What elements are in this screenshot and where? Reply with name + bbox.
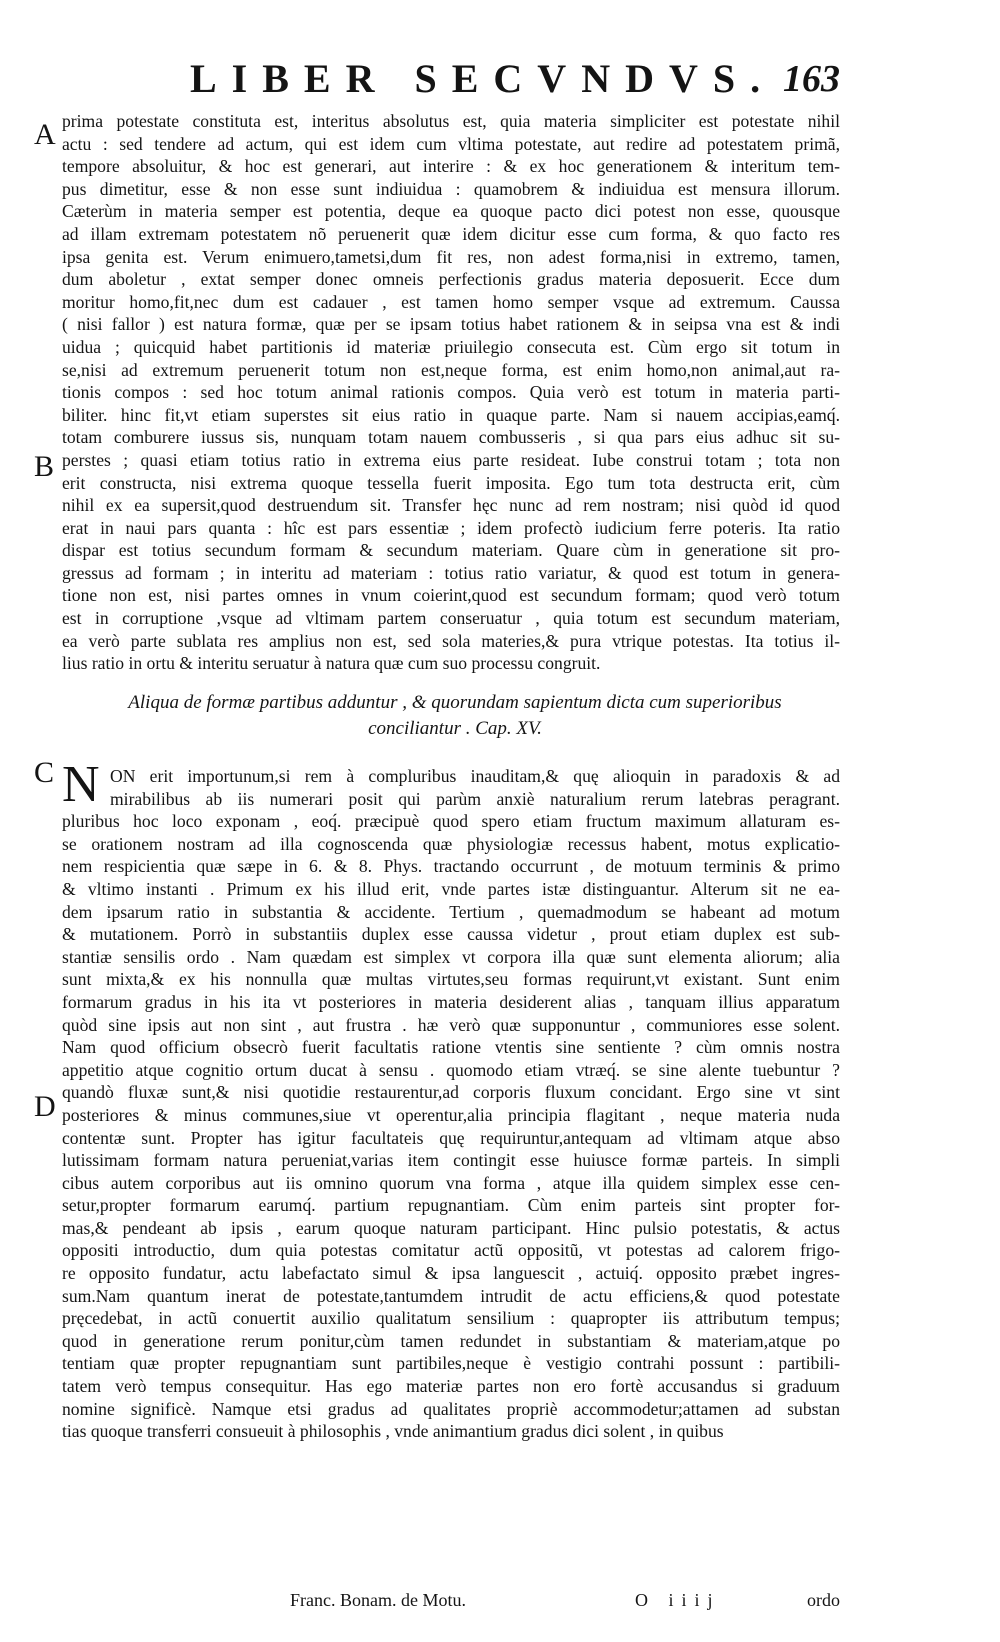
text-line: se orationem nostram ad illa cognoscenda quæ physiologiæ recessus habent, motus explicatio- — [62, 833, 840, 854]
text-line: perstes ; quasi etiam totius ratio in extrema eius parte resideat. Iube construi totam ; tota non — [62, 449, 840, 470]
text-line: moritur homo,fit,nec dum est cadauer , est tamen homo semper vsque ad extremum. Caussa — [62, 291, 840, 312]
text-line: actu : sed tendere ad actum, qui est idem cum vltima potestate, aut redire ad potestatem primã, — [62, 133, 840, 154]
margin-letter-b: B — [34, 450, 55, 483]
running-header — [190, 55, 840, 105]
text-line: ipsa genita est. Verum enimuero,tametsi,dum fit res, non adest forma,nisi in extremo, tamen, — [62, 246, 840, 267]
text-line: contentæ sunt. Propter has igitur facultateis quę requiruntur,antequam ad vltimam atque abso — [62, 1127, 840, 1148]
running-title: LIBER SECVNDVS. — [190, 56, 776, 101]
chapter-heading-line-2: conciliantur . Cap. XV. — [368, 718, 542, 739]
drop-cap: N — [62, 756, 100, 813]
text-line: pręcedebat, in actũ conuertit auxilio qualitatum sensilium : quapropter iis attributum tempus; — [62, 1308, 840, 1329]
text-line: uidua ; quicquid habet partitionis id materiæ priuilegio consecuta est. Cùm ergo sit totum in — [62, 336, 840, 357]
text-line: biliter. hinc fit,vt etiam superstes sit eius ratio in quaque parte. Nam si nauem accipias,eamq́. — [62, 404, 840, 425]
catchword: ordo — [807, 1590, 840, 1610]
text-line: cibus autem corporibus aut iis omnino quorum vna forma , atque illa quidem simplex esse cen- — [62, 1172, 840, 1193]
text-line: nihil ex ea supersit,quod destruendum sit. Transfer hęc nunc ad rem nostram; nisi quòd id quod — [62, 495, 840, 516]
text-line: lius ratio in ortu & interitu seruatur à natura quæ cum suo processu congruit. — [62, 653, 601, 674]
text-line: erit constructa, nisi extrema quoque tessella fuerit imposita. Ego tum tota destructa erit, cùm — [62, 472, 840, 493]
text-line: dispar est totius secundum formam & secundum materiam. Quare cùm in generatione sit pro- — [62, 540, 840, 561]
text-line: tatem verò tempus consequitur. Has ego materiæ partes non ero fortè accusandus si graduum — [62, 1376, 840, 1397]
text-line: setur,propter formarum earumq́. partium repugnantiam. Cùm enim parteis sint propter for- — [62, 1195, 840, 1216]
text-line: est in corruptione ,vsque ad vltimam partem conseruatur , quia totum est secundum materiam, — [62, 608, 840, 629]
text-line: nomine significè. Namque etsi gradus ad qualitates propriè accommodetur;attamen ad substan — [62, 1398, 840, 1419]
text-line: pluribus hoc loco exponam , eoq́. præcipuè quod spero etiam fructum maximum allaturam es- — [62, 811, 840, 832]
text-line: formarum gradus in his ita vt posteriores in materia desiderent alias , tanquam illius apparatum — [62, 991, 840, 1012]
text-line: appetitio atque cognitio ortum ducat à sensu . quomodo etiam vtræq́. se sine alente tuebuntur ? — [62, 1059, 840, 1080]
margin-letter-d: D — [34, 1090, 56, 1123]
text-line: re opposito fundatur, actu labefactato simul & ipsa languescit , actuiq́. opposito præbet ingres- — [62, 1263, 840, 1284]
text-line: quòd sine ipsis aut non sint , aut frustra . hæ verò quæ supponuntur , communiores esse solent. — [62, 1014, 840, 1035]
footer-signature: Franc. Bonam. de Motu. — [290, 1590, 466, 1610]
signature-mark: O iiij — [635, 1590, 721, 1610]
paragraph-1 — [62, 110, 840, 675]
text-line: mas,& pendeant ab ipsis , earum quoque naturam participant. Hinc pulsio potestatis, & actus — [62, 1217, 840, 1238]
text-line: dum aboletur , extat semper donec omneis perfectionis gradus materia deposuerit. Ecce dum — [62, 269, 840, 290]
text-line: Cæterùm in materia semper est potentia, deque ea quoque pacto dici potest non esse, quousque — [62, 201, 840, 222]
text-line: tione non est, nisi partes omnes in vnum coierint,quod est secundum formam; quod verò totum — [62, 585, 840, 606]
text-line: & mutationem. Porrò in substantiis duplex esse caussa videtur , prout etiam duplex est sub- — [62, 924, 840, 945]
page-number: 163 — [783, 58, 840, 100]
text-line: erat in naui pars quanta : hîc est pars essentiæ ; idem profectò iudicium ferre poteris. Ita ratio — [62, 517, 840, 538]
text-line: tempore absoluitur, & hoc est generari, aut interire : & ex hoc generationem & interitum tem- — [62, 156, 840, 177]
text-line: lutissimam formam natura perueniat,varias item contingit esse huiusce formæ parteis. In simpli — [62, 1150, 840, 1171]
text-line: mirabilibus ab iis numerari posit qui parùm anxiè naturalium rerum latebras peragrant. — [110, 788, 840, 809]
text-line: quod in generatione rerum ponitur,cùm tamen redundet in substantiam & materiam,atque po — [62, 1330, 840, 1351]
text-line: se,nisi ad extremum peruenerit totum non est,neque forma, est enim homo,non animal,aut ra- — [62, 359, 840, 380]
margin-letter-a: A — [34, 118, 56, 151]
text-line: sunt mixta,& ex his nonnulla quæ multas virtutes,seu formas requirunt,vt existant. Sunt enim — [62, 969, 840, 990]
text-line: & vltimo instanti . Primum ex his illud erit, vnde partes istæ distinguantur. Alterum sit ne ea- — [62, 878, 840, 899]
text-line: nem respicientia quæ sæpe in 6. & 8. Phys. tractando occurrunt , de motuum terminis & primo — [62, 856, 840, 877]
margin-letter-c: C — [34, 756, 55, 789]
chapter-heading-line-1: Aliqua de formæ partibus adduntur , & quorundam sapientum dicta cum superioribus — [128, 692, 782, 713]
text-line: ea verò parte sublata res amplius non est, sed sola materies,& pura vtrique potestas. Ita totius il- — [62, 630, 840, 651]
text-line: totam comburere iussus sis, nunquam totam nauem combusseris , si qua pars eius adhuc sit su- — [62, 427, 840, 448]
text-line: quandò fluxæ sunt,& nisi quotidie restaurentur,ad corporis fluxum concidant. Ergo sine vt sint — [62, 1082, 840, 1103]
text-line: tentiam quæ propter repugnantiam sunt partibiles,neque è vestigio contrahi possunt : partibili- — [62, 1353, 840, 1374]
text-line: ad illam extremam potestatem nõ peruenerit quæ idem dicitur esse cum forma, & quo facto res — [62, 223, 840, 244]
paragraph-2 — [62, 765, 840, 1443]
text-line: ( nisi fallor ) est natura formæ, quæ per se ipsam totius habet rationem & in seipsa vna est & indi — [62, 314, 840, 335]
text-line: Nam quod officium obsecrò fuerit facultatis ratione vtentis sine sentiente ? cùm omnis nostra — [62, 1037, 840, 1058]
text-line: oppositi introductio, dum quia potestas comitatur actũ oppositũ, vt potestas ad calorem frigo- — [62, 1240, 840, 1261]
text-line: pus dimetitur, esse & non esse sunt indiuidua : quamobrem & indiuidua est mensura illorum. — [62, 178, 840, 199]
text-line: sum.Nam quantum inerat de potestate,tantumdem intrudit de actu efficiens,& quod potestate — [62, 1285, 840, 1306]
text-line: posteriores & minus communes,siue vt operentur,alia principia flagitant , neque materia nuda — [62, 1104, 840, 1125]
chapter-heading — [110, 690, 800, 742]
text-line: ON erit importunum,si rem à compluribus inauditam,& quę alioquin in paradoxis & ad — [110, 766, 840, 786]
text-line: tias quoque transferri consueuit à philosophis , vnde animantium gradus dici solent , in quibus — [62, 1421, 724, 1442]
text-line: gressus ad formam ; in interitu ad materiam : totius ratio variatur, & quod est totum in genera- — [62, 562, 840, 583]
text-line: tionis compos : sed hoc totum animal rationis compos. Quia verò est totum in materia parti- — [62, 382, 840, 403]
text-line: prima potestate constituta est, interitus absolutus est, quia materia simpliciter est potestate nihil — [62, 111, 840, 131]
text-line: stantiæ sensilis ordo . Nam quædam est simplex vt corpora illa quæ sunt elementa aliorum; alia — [62, 946, 840, 967]
text-line: dem ipsarum ratio in substantia & accidente. Tertium , quemadmodum se habeant ad motum — [62, 901, 840, 922]
